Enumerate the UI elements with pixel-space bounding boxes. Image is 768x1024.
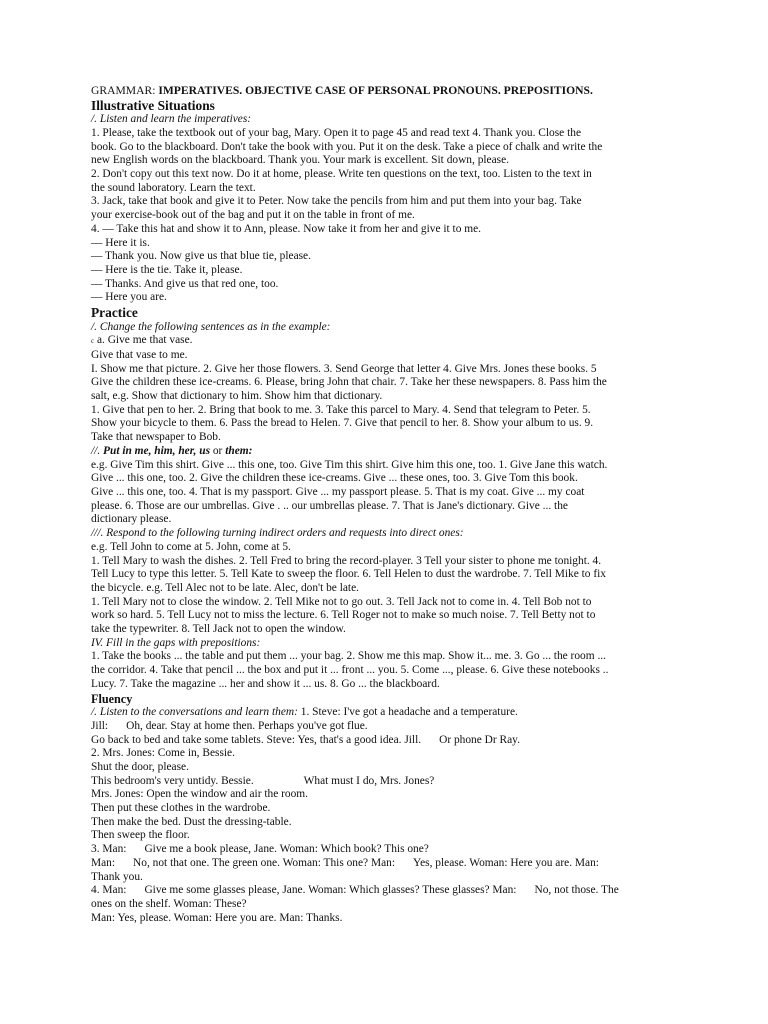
text-line: 1. Give that pen to her. 2. Bring that book to me. 3. Take this parcel to Mary. 4. Send that telegram to Peter. 5. — [91, 403, 591, 416]
text-line: 1. Take the books ... the table and put them ... your bag. 2. Show me this map. Show it... me. 3. Go ... the room ... — [91, 650, 606, 663]
text-line: I. Show me that picture. 2. Give her those flowers. 3. Send George that letter 4. Give Mrs. Jones these books. 5 — [91, 362, 597, 375]
dialogue-line: 4. Man: Give me some glasses please, Jane. Woman: Which glasses? These glasses? Man: No, not those. The — [91, 884, 619, 897]
dialogue-line: Go back to bed and take some tablets. Steve: Yes, that's a good idea. Jill. Or phone Dr Ray. — [91, 733, 520, 746]
text-line: dictionary please. — [91, 513, 172, 526]
text-line: new English words on the blackboard. Thank you. Your mark is excellent. Sit down, please. — [91, 154, 510, 167]
dialogue-line: 2. Mrs. Jones: Come in, Bessie. — [91, 747, 235, 760]
text-line: — Here you are. — [91, 291, 167, 304]
text-line: take the typewriter. 8. Tell Jack not to open the window. — [91, 623, 346, 636]
document-page — [91, 84, 683, 925]
text-line: please. 6. Those are our umbrellas. Give . .. our umbrellas please. 7. That is Jane's dictionary. Give ... the — [91, 499, 568, 512]
text-line: Give ... this one, too. 4. That is my passport. Give ... my passport please. 5. That is my coat. Give ... my coat — [91, 485, 585, 498]
heading-fluency: Fluency — [91, 691, 133, 706]
text-line: 2. Don't copy out this text now. Do it at home, please. Write ten questions on the text, too. Listen to the text in — [91, 168, 592, 181]
text-line: Lucy. 7. Take the magazine ... her and show it ... us. 8. Go ... the blackboard. — [91, 677, 440, 690]
instruction-practice-3: ///. Respond to the following turning indirect orders and requests into direct ones: — [91, 527, 464, 540]
text-line: — Thank you. Now give us that blue tie, please. — [91, 250, 311, 263]
dialogue-line: Shut the door, please. — [91, 760, 189, 773]
text-line: Tell Lucy to type this letter. 5. Tell Kate to sweep the floor. 6. Tell Helen to dust the wardrobe. 7. Tell Mike to fix — [91, 568, 606, 581]
text-line: Give that vase to me. — [91, 348, 188, 361]
dialogue-line: Jill: Oh, dear. Stay at home then. Perhaps you've got flue. — [91, 719, 368, 732]
text-line: — Here it is. — [91, 236, 150, 249]
dialogue-line: Thank you. — [91, 870, 143, 883]
text-line: the bicycle. e.g. Tell Alec not to be late. Alec, don't be late. — [91, 581, 360, 594]
instruction-practice-1: /. Change the following sentences as in the example: — [91, 320, 331, 333]
instruction-practice-2: //. Put in me, him, her, us or them: — [91, 444, 253, 457]
dialogue-line: /. Listen to the conversations and learn them: 1. Steve: I've got a headache and a temperature. — [91, 706, 518, 719]
dialogue-line: Mrs. Jones: Open the window and air the room. — [91, 788, 309, 801]
text-line: the sound laboratory. Learn the text. — [91, 181, 256, 194]
dialogue-line: Then make the bed. Dust the dressing-table. — [91, 815, 292, 828]
dialogue-line: Then put these clothes in the wardrobe. — [91, 802, 271, 815]
dialogue-line: 3. Man: Give me a book please, Jane. Woman: Which book? This one? — [91, 843, 429, 856]
text-line: book. Go to the blackboard. Don't take the book with you. Put it on the desk. Take a piece of chalk and write the — [91, 140, 603, 153]
text-line: e.g. Give Tim this shirt. Give ... this one, too. Give Tim this shirt. Give him this one, too. 1. Give Jane this watch. — [91, 458, 608, 471]
text-line: — Thanks. And give us that red one, too. — [91, 277, 279, 290]
dialogue-line: This bedroom's very untidy. Bessie. What must I do, Mrs. Jones? — [91, 774, 435, 787]
text-line: 1. Tell Mary to wash the dishes. 2. Tell Fred to bring the record-player. 3 Tell your sister to phone me tonight. 4. — [91, 554, 602, 567]
text-line: Give ... this one, too. 2. Give the children these ice-creams. Give ... these ones, too. 3. Give Tom this book. — [91, 472, 578, 485]
text-line: 1. Please, take the textbook out of your bag, Mary. Open it to page 45 and read text 4. Thank you. Close the — [91, 126, 581, 139]
text-line: — Here is the tie. Take it, please. — [91, 263, 243, 276]
example-line: c a. Give me that vase. — [91, 334, 193, 347]
text-line: the corridor. 4. Take that pencil ... the box and put it ... front ... you. 5. Come ..., please. 6. Give these notebooks .. — [91, 664, 609, 677]
text-line: Give the children these ice-creams. 6. Please, bring John that chair. 7. Take her these newspapers. 8. Pass him the — [91, 376, 607, 389]
text-line: work so hard. 5. Tell Lucy not to miss the lecture. 6. Tell Roger not to make so much noise. 7. Tell Betty not to — [91, 609, 596, 622]
heading-illustrative-situations: Illustrative Situations — [91, 97, 215, 113]
instruction-practice-4: IV. Fill in the gaps with prepositions: — [91, 636, 261, 649]
text-line: your exercise-book out of the bag and put it on the table in front of me. — [91, 209, 415, 222]
text-line: 1. Tell Mary not to close the window. 2. Tell Mike not to go out. 3. Tell Jack not to come in. 4. Tell Bob not to — [91, 595, 592, 608]
dialogue-line: Man: No, not that one. The green one. Woman: This one? Man: Yes, please. Woman: Here you are. Man: — [91, 856, 599, 869]
text-line: Show your bicycle to them. 6. Pass the bread to Helen. 7. Give that pencil to her. 8. Show your album to us. 9. — [91, 417, 594, 430]
text-line: salt, e.g. Show that dictionary to him. Show him that dictionary. — [91, 390, 383, 403]
instruction-1: /. Listen and learn the imperatives: — [91, 113, 252, 126]
dialogue-line: ones on the shelf. Woman: These? — [91, 897, 247, 910]
text-line: 3. Jack, take that book and give it to Peter. Now take the pencils from him and put them into your bag. Take — [91, 195, 582, 208]
dialogue-line: Then sweep the floor. — [91, 829, 190, 842]
text-line: Take that newspaper to Bob. — [91, 431, 221, 444]
text-line: e.g. Tell John to come at 5. John, come at 5. — [91, 540, 291, 553]
dialogue-line: Man: Yes, please. Woman: Here you are. Man: Thanks. — [91, 911, 343, 924]
document-title: GRAMMAR: IMPERATIVES. OBJECTIVE CASE OF PERSONAL PRONOUNS. PREPOSITIONS. — [91, 84, 593, 97]
heading-practice: Practice — [91, 305, 138, 321]
text-line: 4. — Take this hat and show it to Ann, please. Now take it from her and give it to me. — [91, 222, 481, 235]
